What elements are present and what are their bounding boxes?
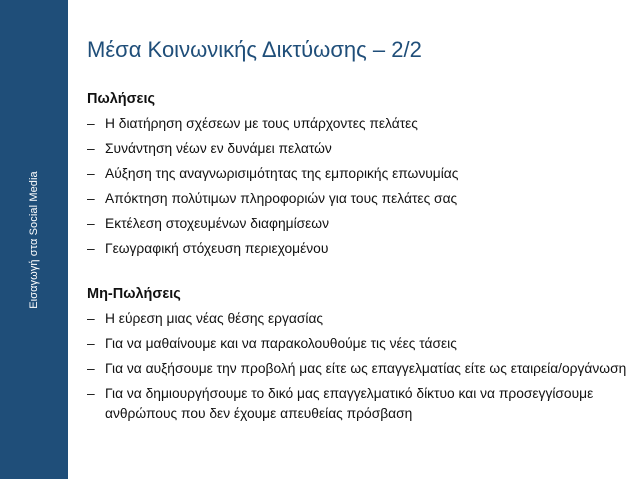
dash-icon: – — [87, 166, 95, 181]
list-item: – Απόκτηση πολύτιμων πληροφοριών για τους πελάτες σας — [87, 189, 627, 209]
list-item: – Η εύρεση μιας νέας θέσης εργασίας — [87, 309, 627, 329]
dash-icon: – — [87, 311, 95, 326]
dash-icon: – — [87, 336, 95, 351]
sidebar-label: Εισαγωγή στα Social Media — [28, 171, 40, 309]
dash-icon: – — [87, 386, 95, 401]
non-sales-bullet-list — [87, 309, 627, 424]
list-item: – Αύξηση της αναγνωρισιμότητας της εμπορικής επωνυμίας — [87, 164, 627, 184]
dash-icon: – — [87, 216, 95, 231]
list-item: – Η διατήρηση σχέσεων με τους υπάρχοντες πελάτες — [87, 114, 627, 134]
sidebar-band — [0, 0, 68, 479]
dash-icon: – — [87, 191, 95, 206]
list-item: – Για να αυξήσουμε την προβολή μας είτε ως επαγγελματίας είτε ως εταιρεία/οργάνωση — [87, 359, 627, 379]
list-item: – Γεωγραφική στόχευση περιεχομένου — [87, 239, 627, 259]
slide-content — [87, 89, 627, 429]
sales-bullet-list — [87, 114, 627, 259]
dash-icon: – — [87, 141, 95, 156]
section-heading-sales: Πωλήσεις — [87, 91, 156, 107]
dash-icon: – — [87, 116, 95, 131]
list-item: – Εκτέλεση στοχευμένων διαφημίσεων — [87, 214, 627, 234]
section-heading-non-sales: Μη-Πωλήσεις — [87, 286, 181, 302]
list-item: – Για να δημιουργήσουμε το δικό μας επαγγελματικό δίκτυο και να προσεγγίσουμε ανθρώπους που δεν έχουμε απευθείας πρόσβαση — [87, 386, 594, 421]
list-item: – Συνάντηση νέων εν δυνάμει πελατών — [87, 139, 627, 159]
list-item: – Για να μαθαίνουμε και να παρακολουθούμε τις νέες τάσεις — [87, 334, 627, 354]
dash-icon: – — [87, 361, 95, 376]
slide-title: Μέσα Κοινωνικής Δικτύωσης – 2/2 — [87, 37, 422, 62]
dash-icon: – — [87, 241, 95, 256]
